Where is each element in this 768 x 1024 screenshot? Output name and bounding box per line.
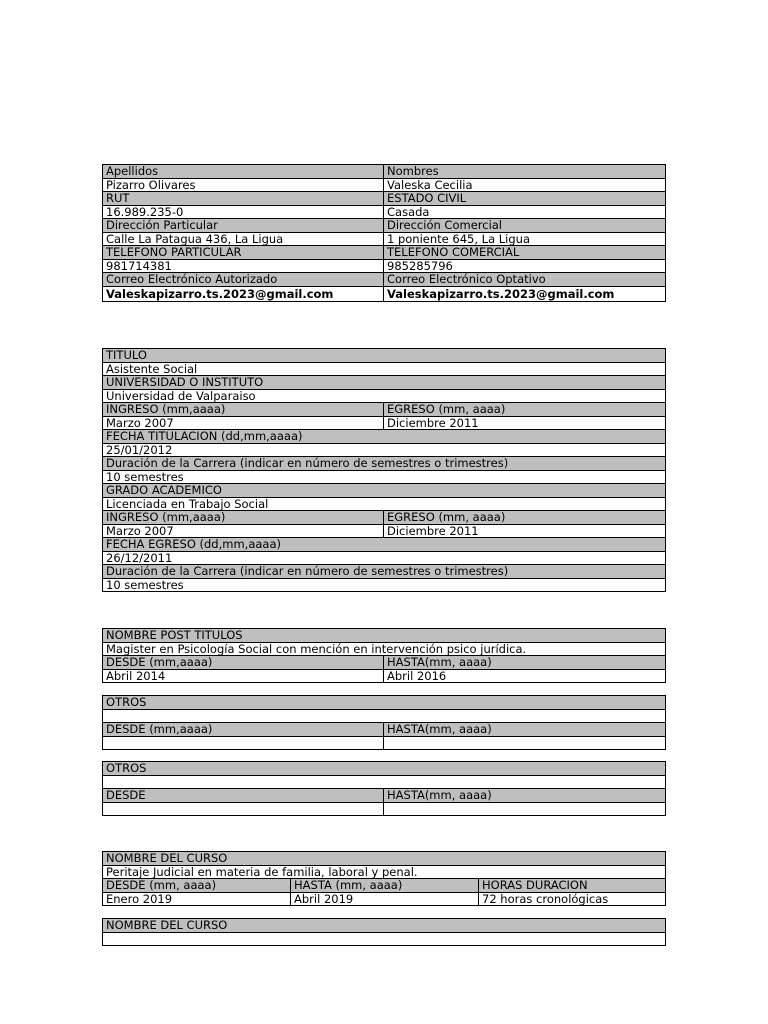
table-row: [103, 232, 666, 246]
table-row: [103, 919, 666, 933]
table-row: [103, 430, 666, 444]
curso-table-2: [102, 918, 666, 946]
curso1-desde-label: DESDE (mm, aaaa): [103, 879, 291, 893]
fecha-titulacion-label: FECHA TITULACION (dd,mm,aaaa): [103, 430, 666, 444]
table-row: [103, 362, 666, 376]
nombres-value: Valeska Cecilia: [384, 178, 666, 192]
table-row: [103, 349, 666, 363]
table-row: [103, 273, 666, 287]
table-row: [103, 538, 666, 552]
curso-table-1: [102, 851, 666, 906]
table-row: [103, 511, 666, 525]
curso1-hasta-value: Abril 2019: [291, 892, 479, 906]
otros2-value: [103, 775, 666, 789]
otros1-hasta-label: HASTA(mm, aaaa): [384, 723, 666, 737]
curso1-label: NOMBRE DEL CURSO: [103, 852, 666, 866]
table-row: [103, 852, 666, 866]
table-row: [103, 470, 666, 484]
table-row: [103, 789, 666, 803]
table-row: [103, 416, 666, 430]
otros2-label: OTROS: [103, 762, 666, 776]
table-row: [103, 775, 666, 789]
table-row: [103, 376, 666, 390]
curso2-label: NOMBRE DEL CURSO: [103, 919, 666, 933]
correo-autorizado-label: Correo Electrónico Autorizado: [103, 273, 384, 287]
table-row: [103, 723, 666, 737]
duracion-label: Duración de la Carrera (indicar en número de semestres o trimestres): [103, 457, 666, 471]
table-row: [103, 879, 666, 893]
table-row: [103, 286, 666, 301]
rut-value: 16.989.235-0: [103, 205, 384, 219]
otros1-hasta-value: [384, 736, 666, 750]
table-row: [103, 403, 666, 417]
table-row: [103, 669, 666, 683]
fecha-egreso-label: FECHA EGRESO (dd,mm,aaaa): [103, 538, 666, 552]
estado-civil-value: Casada: [384, 205, 666, 219]
postitulo-value: Magister en Psicología Social con mención en intervención psico jurídica.: [103, 642, 666, 656]
table-row: [103, 457, 666, 471]
postitulo-hasta-value: Abril 2016: [384, 669, 666, 683]
universidad-label: UNIVERSIDAD O INSTITUTO: [103, 376, 666, 390]
table-row: [103, 629, 666, 643]
table-row: [103, 165, 666, 179]
tel-particular-label: TELEFONO PARTICULAR: [103, 246, 384, 260]
egreso-label: EGRESO (mm, aaaa): [384, 403, 666, 417]
otros-table-2: [102, 761, 666, 816]
table-row: [103, 656, 666, 670]
table-row: [103, 219, 666, 233]
titulo-table: [102, 348, 666, 592]
table-row: [103, 696, 666, 710]
dir-particular-label: Dirección Particular: [103, 219, 384, 233]
table-row: [103, 524, 666, 538]
egreso2-value: Diciembre 2011: [384, 524, 666, 538]
universidad-value: Universidad de Valparaiso: [103, 389, 666, 403]
otros1-value: [103, 709, 666, 723]
table-row: [103, 484, 666, 498]
table-row: [103, 246, 666, 260]
ingreso-label: INGRESO (mm,aaaa): [103, 403, 384, 417]
titulo-label: TITULO: [103, 349, 666, 363]
otros1-desde-value: [103, 736, 384, 750]
table-row: [103, 578, 666, 592]
postitulo-hasta-label: HASTA(mm, aaaa): [384, 656, 666, 670]
fecha-titulacion-value: 25/01/2012: [103, 443, 666, 457]
table-row: [103, 565, 666, 579]
table-row: [103, 709, 666, 723]
postitulo-label: NOMBRE POST TITULOS: [103, 629, 666, 643]
apellidos-value: Pizarro Olivares: [103, 178, 384, 192]
fecha-egreso-value: 26/12/2011: [103, 551, 666, 565]
titulo-value: Asistente Social: [103, 362, 666, 376]
otros2-desde-label: DESDE: [103, 789, 384, 803]
curso1-hasta-label: HASTA (mm, aaaa): [291, 879, 479, 893]
table-row: [103, 259, 666, 273]
otros2-hasta-label: HASTA(mm, aaaa): [384, 789, 666, 803]
table-row: [103, 389, 666, 403]
table-row: [103, 205, 666, 219]
table-row: [103, 736, 666, 750]
table-row: [103, 892, 666, 906]
otros1-label: OTROS: [103, 696, 666, 710]
ingreso2-value: Marzo 2007: [103, 524, 384, 538]
postitulo-desde-label: DESDE (mm,aaaa): [103, 656, 384, 670]
grado-value: Licenciada en Trabajo Social: [103, 497, 666, 511]
egreso2-label: EGRESO (mm, aaaa): [384, 511, 666, 525]
grado-label: GRADO ACADEMICO: [103, 484, 666, 498]
tel-particular-value: 981714381: [103, 259, 384, 273]
curso1-value: Peritaje Judicial en materia de familia, laboral y penal.: [103, 865, 666, 879]
personal-data-table: [102, 164, 666, 302]
duracion2-label: Duración de la Carrera (indicar en número de semestres o trimestres): [103, 565, 666, 579]
ingreso2-label: INGRESO (mm,aaaa): [103, 511, 384, 525]
apellidos-label: Apellidos: [103, 165, 384, 179]
nombres-label: Nombres: [384, 165, 666, 179]
dir-particular-value: Calle La Patagua 436, La Ligua: [103, 232, 384, 246]
curso1-desde-value: Enero 2019: [103, 892, 291, 906]
curso2-value: [103, 932, 666, 946]
table-row: [103, 443, 666, 457]
curso1-horas-label: HORAS DURACION: [479, 879, 666, 893]
estado-civil-label: ESTADO CIVIL: [384, 192, 666, 206]
table-row: [103, 865, 666, 879]
table-row: [103, 192, 666, 206]
duracion2-value: 10 semestres: [103, 578, 666, 592]
ingreso-value: Marzo 2007: [103, 416, 384, 430]
tel-comercial-label: TELEFONO COMERCIAL: [384, 246, 666, 260]
correo-optativo-value: Valeskapizarro.ts.2023@gmail.com: [384, 286, 666, 301]
table-row: [103, 932, 666, 946]
correo-autorizado-value: Valeskapizarro.ts.2023@gmail.com: [103, 286, 384, 301]
correo-optativo-label: Correo Electrónico Optativo: [384, 273, 666, 287]
duracion-value: 10 semestres: [103, 470, 666, 484]
table-row: [103, 642, 666, 656]
otros-table-1: [102, 695, 666, 750]
dir-comercial-value: 1 poniente 645, La Ligua: [384, 232, 666, 246]
egreso-value: Diciembre 2011: [384, 416, 666, 430]
rut-label: RUT: [103, 192, 384, 206]
otros1-desde-label: DESDE (mm,aaaa): [103, 723, 384, 737]
table-row: [103, 762, 666, 776]
otros2-hasta-value: [384, 802, 666, 816]
postitulo-desde-value: Abril 2014: [103, 669, 384, 683]
otros2-desde-value: [103, 802, 384, 816]
curso1-horas-value: 72 horas cronológicas: [479, 892, 666, 906]
tel-comercial-value: 985285796: [384, 259, 666, 273]
table-row: [103, 178, 666, 192]
dir-comercial-label: Dirección Comercial: [384, 219, 666, 233]
table-row: [103, 802, 666, 816]
table-row: [103, 551, 666, 565]
table-row: [103, 497, 666, 511]
postitulo-table: [102, 628, 666, 683]
